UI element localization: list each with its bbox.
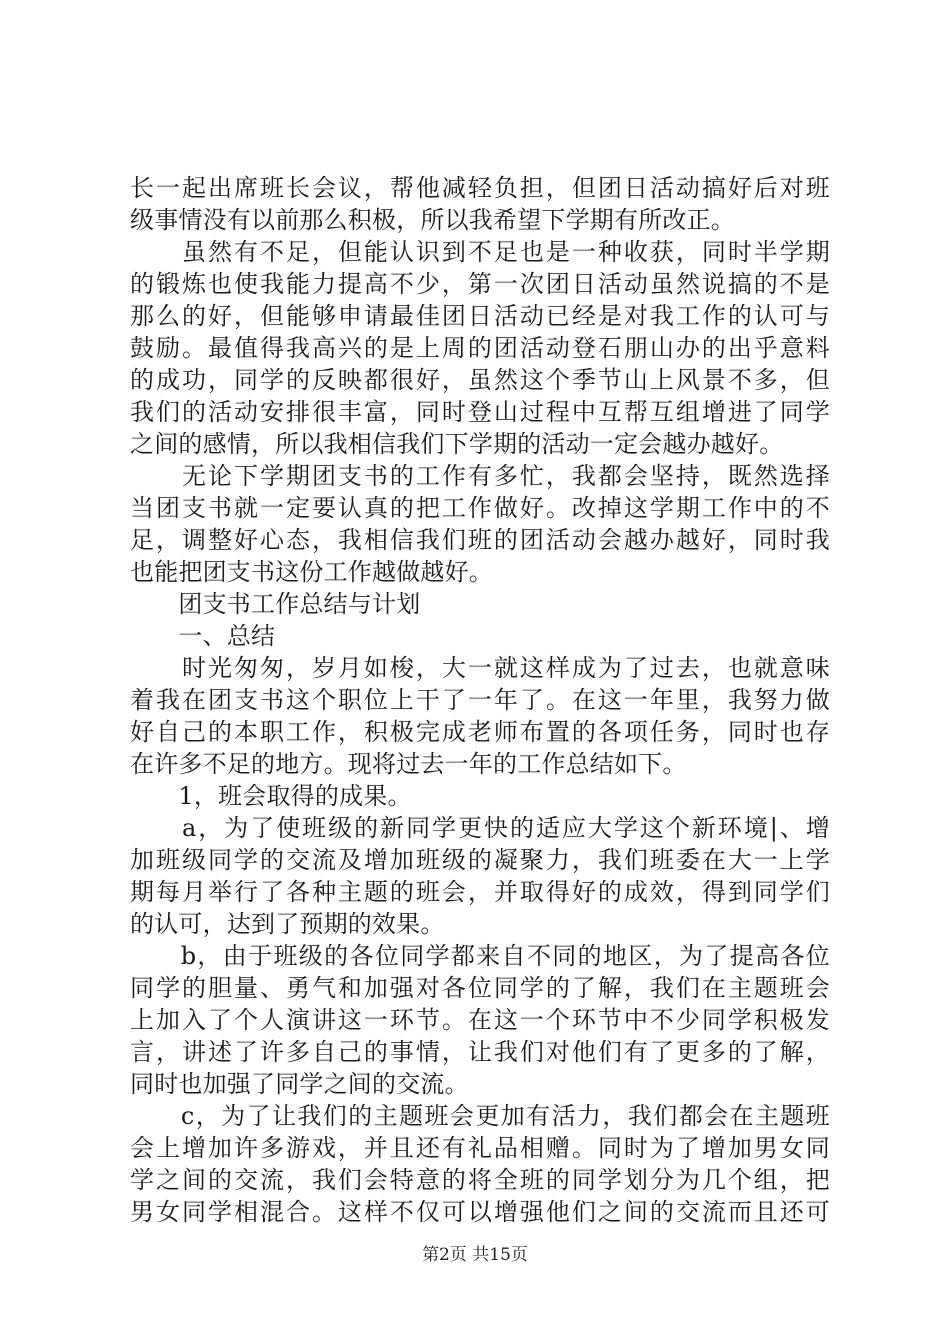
text-line: 级事情没有以前那么积极，所以我希望下学期有所改正。	[130, 206, 735, 234]
text-line: b，由于班级的各位同学都来自不同的地区，为了提高各位	[130, 942, 830, 970]
text-line: c，为了让我们的主题班会更加有活力，我们都会在主题班	[130, 1102, 830, 1130]
text-line: 言，讲述了许多自己的事情，让我们对他们有了更多的了解，	[130, 1038, 830, 1066]
text-line: 期每月举行了各种主题的班会，并取得好的成效，得到同学们	[130, 878, 830, 906]
page-number-footer: 第2页 共15页	[422, 1245, 528, 1265]
text-line: 足，调整好心态，我相信我们班的团活动会越办越好，同时我	[130, 526, 830, 554]
text-line: 同时也加强了同学之间的交流。	[130, 1070, 469, 1098]
text-line: 上加入了个人演讲这一环节。在这一个环节中不少同学积极发	[130, 1006, 830, 1034]
text-line: 好自己的本职工作，积极完成老师布置的各项任务，同时也存	[130, 718, 830, 746]
subsection-heading: 1，班会取得的成果。	[130, 782, 412, 810]
text-line: 同学的胆量、勇气和加强对各位同学的了解，我们在主题班会	[130, 974, 830, 1002]
text-line: 加班级同学的交流及增加班级的凝聚力，我们班委在大一上学	[130, 846, 830, 874]
section-heading: 团支书工作总结与计划	[130, 590, 421, 618]
text-line: 的成功，同学的反映都很好，虽然这个季节山上风景不多，但	[130, 366, 830, 394]
text-line: a，为了使班级的新同学更快的适应大学这个新环境|、增	[130, 814, 830, 842]
section-heading: 一、总结	[130, 622, 276, 650]
text-line: 会上增加许多游戏，并且还有礼品相赠。同时为了增加男女同	[130, 1134, 830, 1162]
text-line: 在许多不足的地方。现将过去一年的工作总结如下。	[130, 750, 687, 778]
text-line: 鼓励。最值得我高兴的是上周的团活动登石朋山办的出乎意料	[130, 334, 830, 362]
text-line: 男女同学相混合。这样不仅可以增强他们之间的交流而且还可	[130, 1198, 830, 1226]
text-line: 长一起出席班长会议，帮他减轻负担，但团日活动搞好后对班	[130, 174, 830, 202]
text-line: 也能把团支书这份工作越做越好。	[130, 558, 493, 586]
text-line: 当团支书就一定要认真的把工作做好。改掉这学期工作中的不	[130, 494, 830, 522]
text-line: 我们的活动安排很丰富，同时登山过程中互帮互组增进了同学	[130, 398, 830, 426]
text-line: 之间的感情，所以我相信我们下学期的活动一定会越办越好。	[130, 430, 784, 458]
text-line: 无论下学期团支书的工作有多忙，我都会坚持，既然选择	[130, 462, 830, 490]
text-line: 学之间的交流，我们会特意的将全班的同学划分为几个组，把	[130, 1166, 830, 1194]
text-line: 时光匆匆，岁月如梭，大一就这样成为了过去，也就意味	[130, 654, 830, 682]
text-line: 的锻炼也使我能力提高不少，第一次团日活动虽然说搞的不是	[130, 270, 830, 298]
text-line: 的认可，达到了预期的效果。	[130, 910, 445, 938]
text-line: 虽然有不足，但能认识到不足也是一种收获，同时半学期	[130, 238, 830, 266]
text-line: 着我在团支书这个职位上干了一年了。在这一年里，我努力做	[130, 686, 830, 714]
text-line: 那么的好，但能够申请最佳团日活动已经是对我工作的认可与	[130, 302, 830, 330]
